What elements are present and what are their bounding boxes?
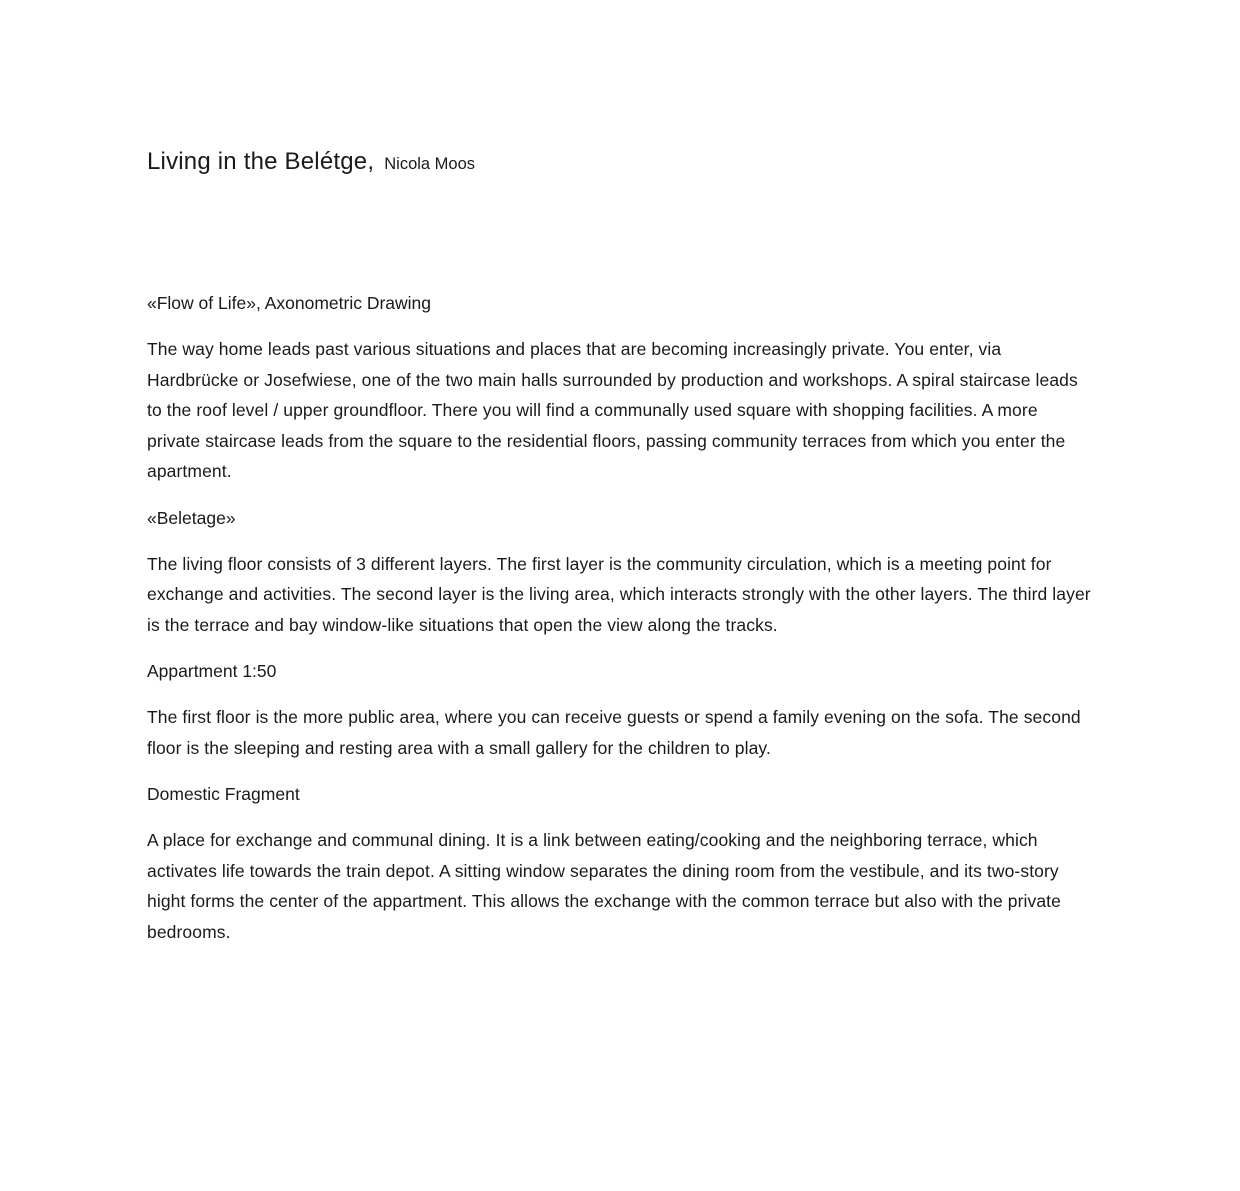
section-body: The first floor is the more public area, where you can receive guests or spend a family evening on the sofa. The second floor is the sleeping and resting area with a small gallery for the children to play. xyxy=(147,707,1081,758)
title-line xyxy=(147,148,1095,176)
document-author: Nicola Moos xyxy=(384,155,476,173)
document-content xyxy=(147,148,1095,963)
section-heading: «Flow of Life», Axonometric Drawing xyxy=(147,293,432,313)
section-flow-of-life xyxy=(147,288,1095,487)
section-heading: «Beletage» xyxy=(147,507,236,528)
section-heading: Appartment 1:50 xyxy=(147,661,277,681)
section-heading: Domestic Fragment xyxy=(147,784,300,804)
section-appartment xyxy=(147,656,1095,763)
document-title: Living in the Belétge, xyxy=(147,148,375,175)
section-beletage xyxy=(147,503,1095,641)
section-body: A place for exchange and communal dining. It is a link between eating/cooking and the neighboring terrace, which activates life towards the train depot. A sitting window separates the dining room from the vestibule, and its two-story hight forms the center of the appartment. This allows the exchange with the common terrace but also with the private bedrooms. xyxy=(147,830,1061,942)
section-body: The way home leads past various situations and places that are becoming increasingly private. You enter, via Hardbrücke or Josefwiese, one of the two main halls surrounded by production and workshops. A spiral staircase leads to the roof level / upper groundfloor. There you will find a communally used square with shopping facilities. A more private staircase leads from the square to the residential floors, passing community terraces from which you enter the apartment. xyxy=(147,339,1078,481)
section-body: The living floor consists of 3 different layers. The first layer is the community circulation, which is a meeting point for exchange and activities. The second layer is the living area, which interacts strongly with the other layers. The third layer is the terrace and bay window-like situations that open the view along the tracks. xyxy=(147,553,1091,635)
section-domestic-fragment xyxy=(147,779,1095,947)
